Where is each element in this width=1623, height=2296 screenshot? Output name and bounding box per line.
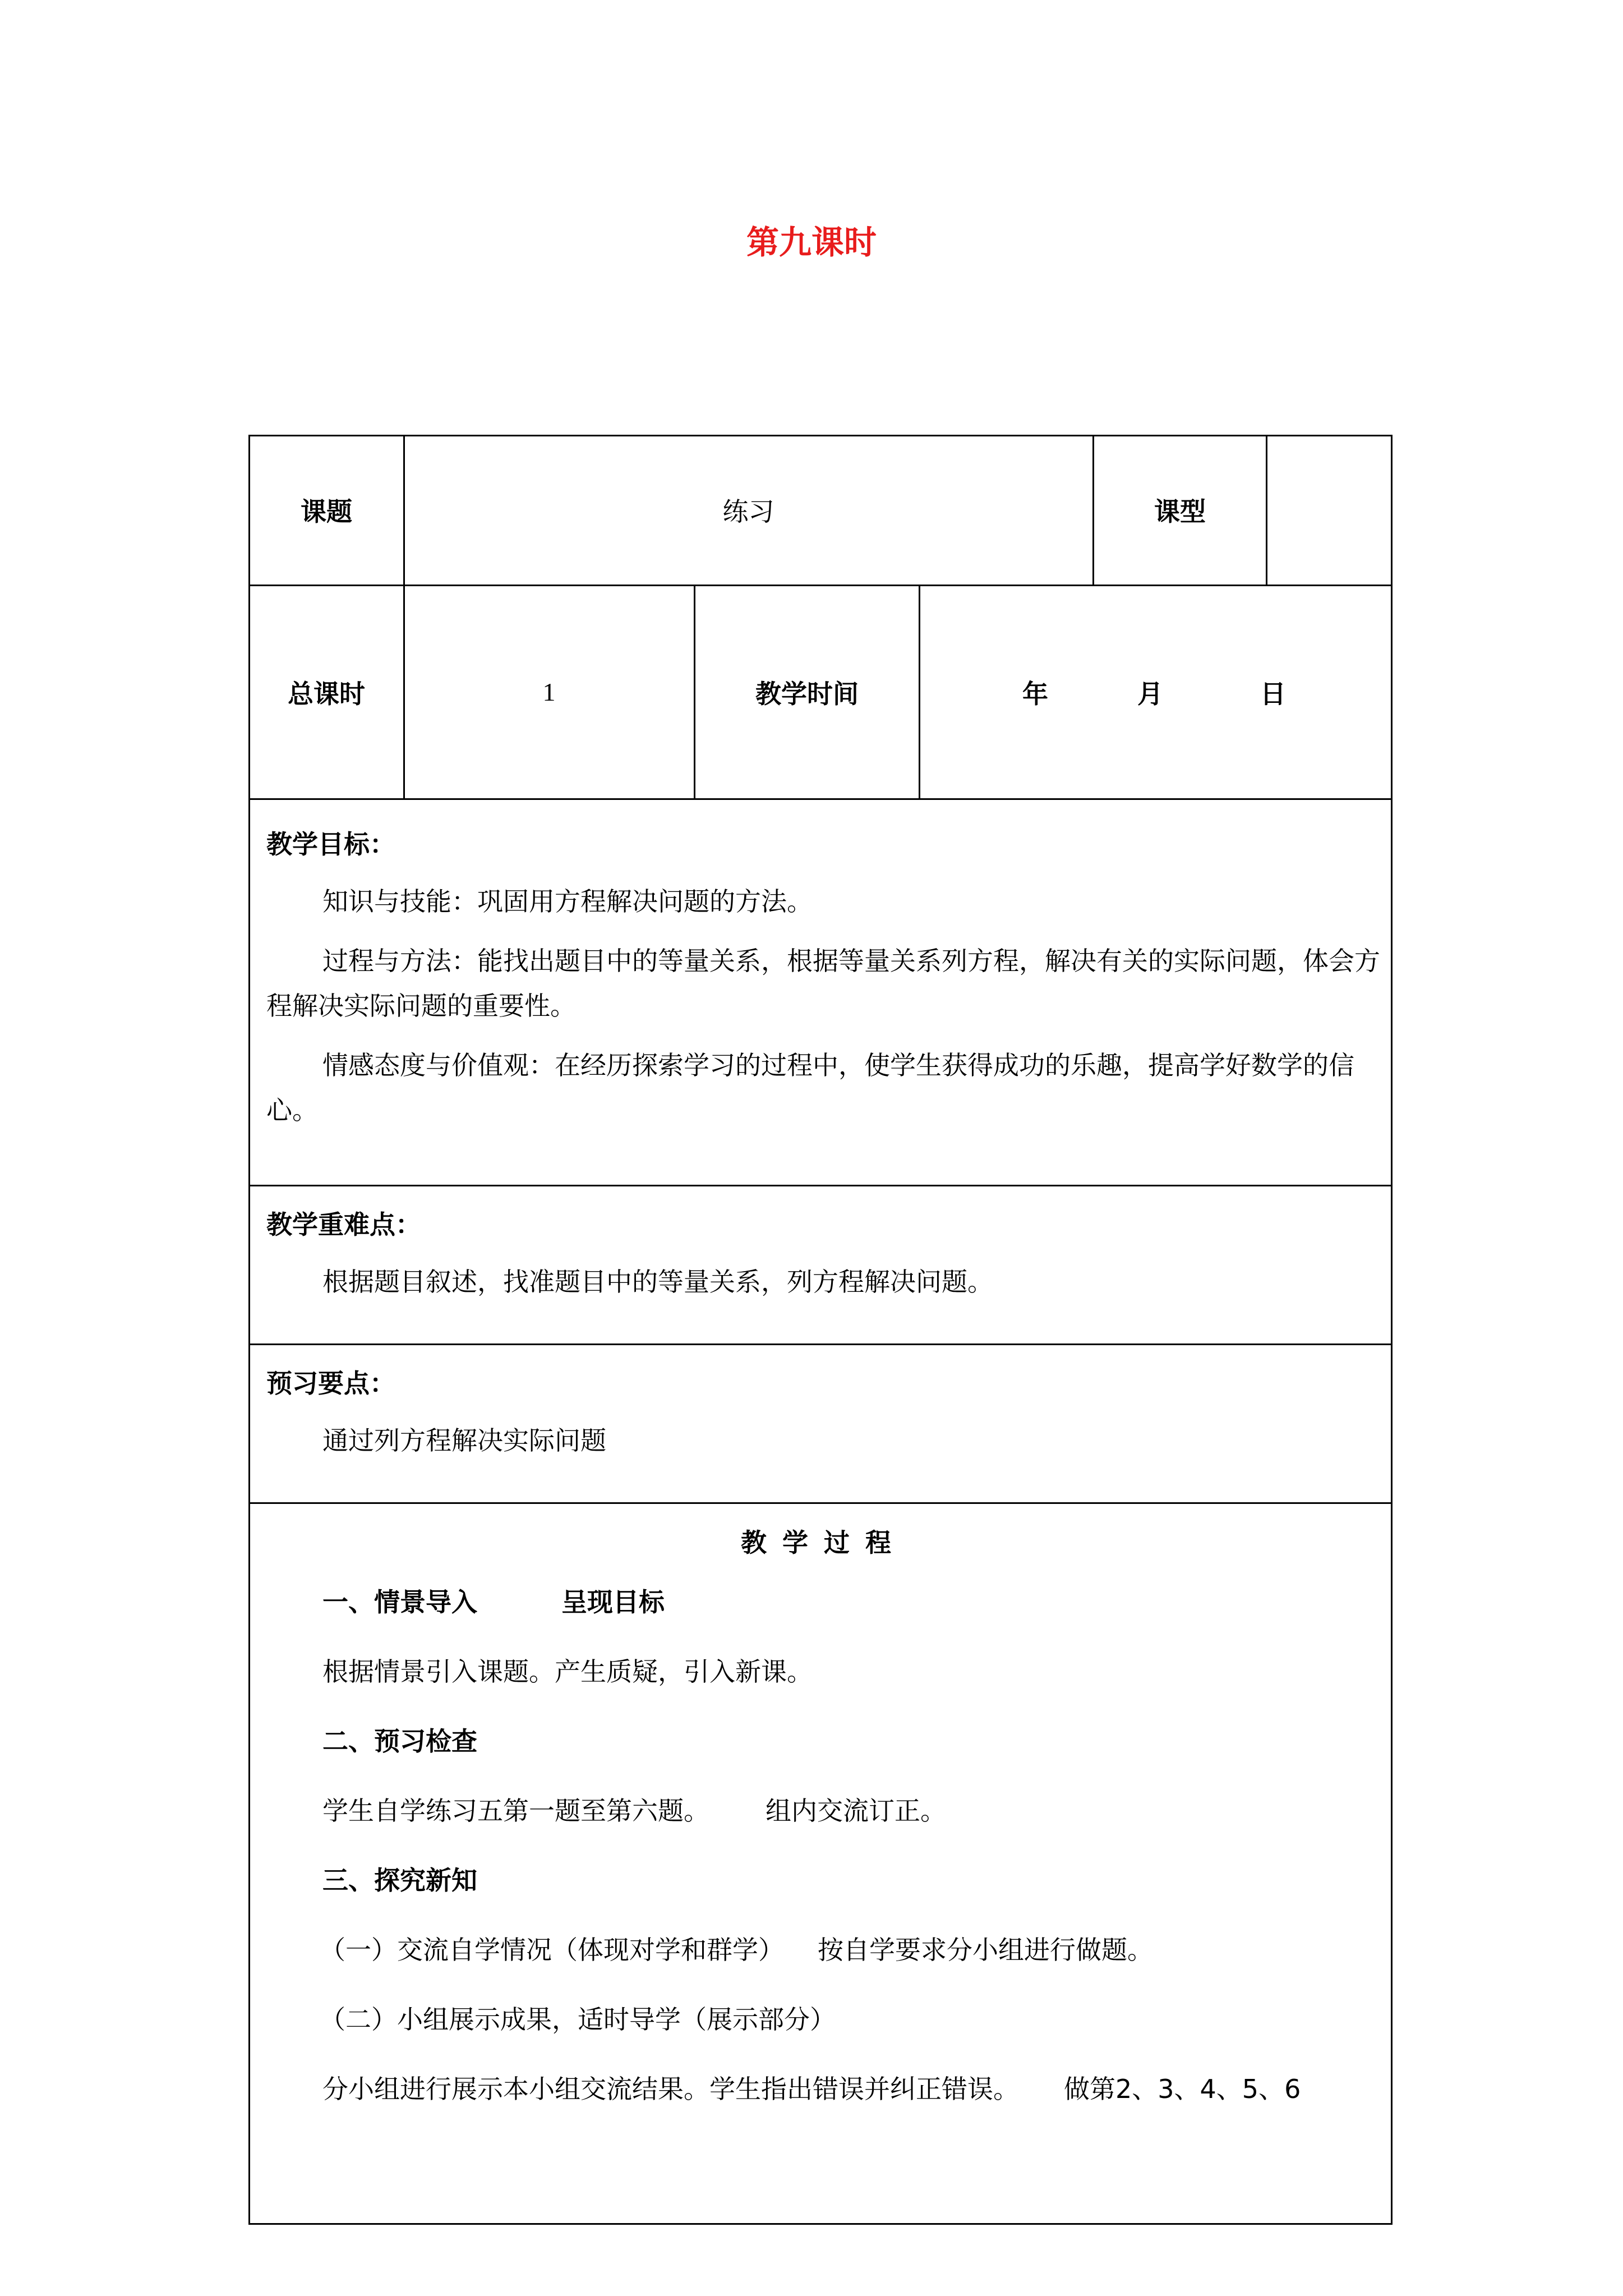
preview-check-text [266,1788,1381,1833]
explore-text-a: 分小组进行展示本小组交流结果。学生指出错误并纠正错误。 [322,2074,1019,2104]
preview-section [266,1361,1381,1478]
lesson-type-value [1267,435,1391,585]
topic-label: 课题 [301,496,352,527]
topic-value: 练习 [722,496,774,527]
day-label: 日 [1260,678,1286,709]
process-heading: 教学过程 [741,1527,907,1558]
key-points-heading: 教学重难点： [266,1209,421,1240]
intro-title-a: 一、情景导入 [322,1587,477,1617]
year-label: 年 [1022,678,1048,709]
month-label: 月 [1137,678,1163,709]
section-intro-title [266,1580,1381,1625]
explore-item-1-a: （一）交流自学情况（体现对学和群学） [320,1935,784,1965]
explore-item-1-b: 按自学要求分小组进行做题。 [818,1935,1153,1965]
objectives-heading: 教学目标： [266,829,395,859]
objective-process: 过程与方法：能找出题目中的等量关系，根据等量关系列方程，解决有关的实际问题，体会方程解决实际问题的重要性。 [266,946,1380,1021]
intro-title-b: 呈现目标 [561,1587,665,1617]
explore-text-b: 做第2、3、4、5、6 [1064,2074,1301,2104]
key-points-section [266,1202,1381,1319]
lesson-plan-table [248,435,1393,2225]
preview-text: 通过列方程解决实际问题 [322,1425,606,1456]
key-points-text: 根据题目叙述，找准题目中的等量关系，列方程解决问题。 [322,1267,993,1297]
preview-check-text-b: 组内交流订正。 [766,1796,946,1826]
process-section [266,1520,1381,2136]
preview-check-text-a: 学生自学练习五第一题至第六题。 [322,1796,709,1826]
explore-text [266,2067,1381,2111]
total-periods-value: 1 [542,678,556,706]
preview-check-title: 二、预习检查 [322,1726,477,1756]
objective-knowledge: 知识与技能：巩固用方程解决问题的方法。 [322,886,813,917]
lesson-type-label: 课型 [1154,496,1206,527]
intro-text: 根据情景引入课题。产生质疑，引入新课。 [322,1657,813,1687]
objective-emotion: 情感态度与价值观：在经历探索学习的过程中，使学生获得成功的乐趣，提高学好数学的信心。 [266,1050,1354,1125]
page-title: 第九课时 [746,223,877,261]
teaching-time-label: 教学时间 [755,678,859,709]
explore-item-2: （二）小组展示成果，适时导学（展示部分） [320,2004,836,2035]
preview-heading: 预习要点： [266,1368,395,1398]
total-periods-label: 总课时 [288,678,365,709]
objectives-section [266,822,1381,1147]
explore-item-1 [266,1927,1381,1972]
explore-title: 三、探究新知 [322,1865,477,1895]
